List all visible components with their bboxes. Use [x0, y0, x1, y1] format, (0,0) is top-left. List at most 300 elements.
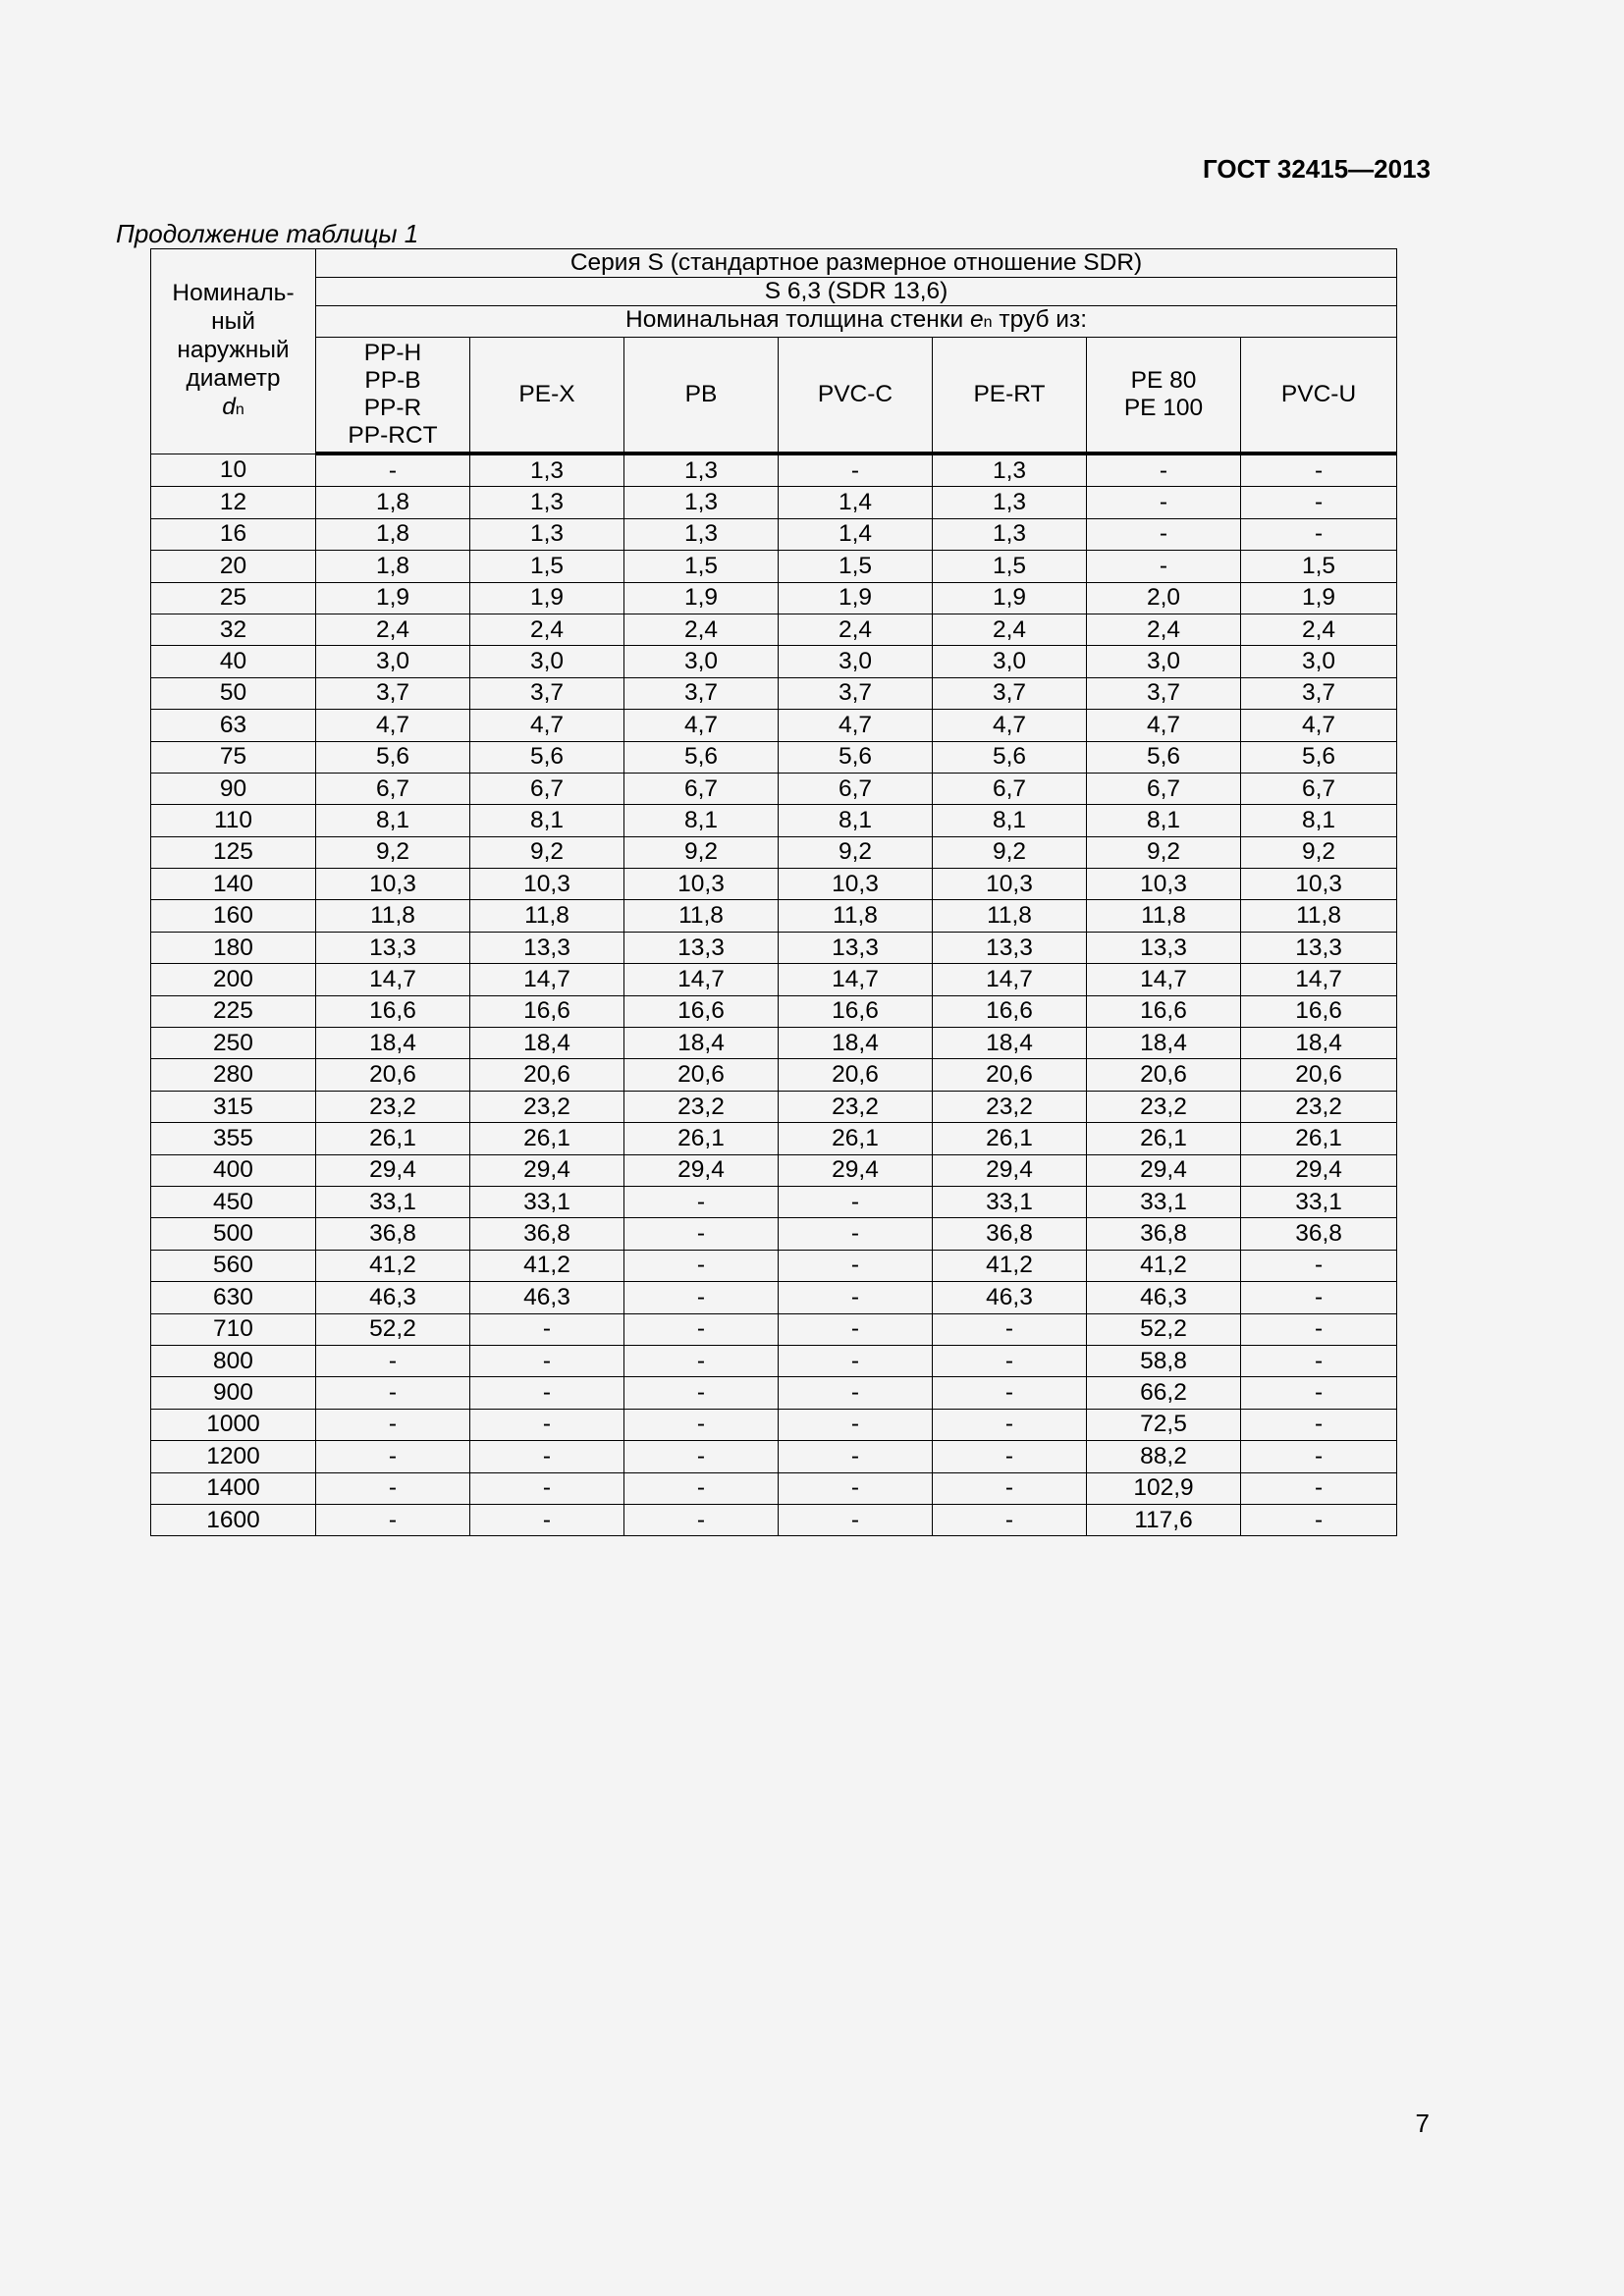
wall-thickness-cell: 3,0: [624, 646, 779, 677]
wall-thickness-cell: -: [1087, 518, 1241, 550]
wall-thickness-cell: 29,4: [470, 1154, 624, 1186]
wall-thickness-cell: 13,3: [470, 932, 624, 963]
wall-thickness-cell: 46,3: [1087, 1282, 1241, 1313]
dn-header-line: Номиналь-: [172, 279, 295, 306]
material-header: [779, 338, 933, 454]
nominal-diameter-cell: 160: [151, 900, 316, 932]
nominal-diameter-cell: 110: [151, 805, 316, 836]
table-row: [151, 836, 1397, 868]
nominal-diameter-cell: 710: [151, 1313, 316, 1345]
wall-thickness-cell: 2,4: [779, 614, 933, 645]
wall-thickness-cell: 1,3: [624, 487, 779, 518]
wall-thickness-cell: 14,7: [470, 964, 624, 995]
wall-thickness-cell: 18,4: [1241, 1028, 1397, 1059]
wall-thickness-cell: 3,0: [316, 646, 470, 677]
nominal-diameter-cell: 355: [151, 1123, 316, 1154]
wall-thickness-cell: 23,2: [1241, 1091, 1397, 1122]
wall-thickness-cell: 88,2: [1087, 1441, 1241, 1472]
wall-thickness-cell: 5,6: [779, 741, 933, 773]
table-row: [151, 1313, 1397, 1345]
wall-thickness-cell: 102,9: [1087, 1472, 1241, 1504]
dn-header-line: ный: [211, 307, 255, 335]
wall-thickness-cell: 29,4: [316, 1154, 470, 1186]
wall-thickness-cell: 4,7: [1241, 710, 1397, 741]
wall-thickness-cell: -: [624, 1472, 779, 1504]
table-row: [151, 1504, 1397, 1535]
wall-thickness-cell: 1,9: [933, 582, 1087, 614]
wall-thickness-cell: 29,4: [779, 1154, 933, 1186]
wall-thickness-cell: 26,1: [933, 1123, 1087, 1154]
wall-thickness-cell: 1,5: [779, 551, 933, 582]
table-row: [151, 710, 1397, 741]
wall-thickness-cell: 36,8: [316, 1218, 470, 1250]
wall-thickness-cell: 1,5: [1241, 551, 1397, 582]
nominal-diameter-cell: 180: [151, 932, 316, 963]
wall-thickness-cell: 3,7: [624, 677, 779, 709]
wall-thickness-cell: 16,6: [316, 995, 470, 1027]
wall-thickness-cell: -: [779, 1313, 933, 1345]
wall-thickness-cell: 4,7: [470, 710, 624, 741]
wall-thickness-cell: 10,3: [624, 869, 779, 900]
table-row: [151, 1282, 1397, 1313]
material-header: [1087, 338, 1241, 454]
wall-thickness-cell: 2,4: [470, 614, 624, 645]
wall-thickness-cell: 3,7: [933, 677, 1087, 709]
wall-thickness-cell: 13,3: [933, 932, 1087, 963]
nominal-diameter-cell: 32: [151, 614, 316, 645]
wall-thickness-cell: 2,4: [624, 614, 779, 645]
nominal-diameter-cell: 560: [151, 1250, 316, 1281]
wall-thickness-cell: 1,3: [933, 454, 1087, 487]
wall-thickness-cell: 23,2: [624, 1091, 779, 1122]
nominal-diameter-cell: 450: [151, 1186, 316, 1217]
nominal-diameter-cell: 140: [151, 869, 316, 900]
wall-thickness-cell: 36,8: [1087, 1218, 1241, 1250]
wall-thickness-cell: -: [470, 1313, 624, 1345]
wall-thickness-cell: -: [779, 1377, 933, 1409]
table-row: [151, 1377, 1397, 1409]
nominal-diameter-cell: 400: [151, 1154, 316, 1186]
wall-thickness-cell: 26,1: [624, 1123, 779, 1154]
wall-thickness-cell: -: [316, 454, 470, 487]
wall-thickness-cell: 20,6: [1087, 1059, 1241, 1091]
table-row: [151, 1123, 1397, 1154]
wall-thickness-cell: -: [933, 1441, 1087, 1472]
wall-thickness-cell: 1,3: [470, 487, 624, 518]
nominal-diameter-cell: 75: [151, 741, 316, 773]
wall-thickness-cell: 23,2: [1087, 1091, 1241, 1122]
wall-thickness-cell: -: [779, 1409, 933, 1440]
wall-thickness-cell: -: [624, 1504, 779, 1535]
table-row: [151, 805, 1397, 836]
dn-header-line: диаметр: [186, 364, 281, 392]
wall-thickness-cell: -: [624, 1250, 779, 1281]
wall-thickness-cell: 41,2: [1087, 1250, 1241, 1281]
wall-thickness-cell: -: [1241, 1472, 1397, 1504]
nominal-diameter-cell: 800: [151, 1345, 316, 1376]
wall-thickness-cell: 41,2: [933, 1250, 1087, 1281]
wall-thickness-cell: 18,4: [470, 1028, 624, 1059]
dn-symbol: dn: [222, 393, 244, 420]
material-name: PE-RT: [973, 381, 1046, 407]
wall-thickness-cell: 5,6: [624, 741, 779, 773]
wall-thickness-cell: 8,1: [933, 805, 1087, 836]
wall-thickness-cell: 33,1: [316, 1186, 470, 1217]
wall-thickness-cell: 8,1: [1087, 805, 1241, 836]
wall-thickness-cell: 26,1: [1241, 1123, 1397, 1154]
nominal-diameter-cell: 900: [151, 1377, 316, 1409]
wall-thickness-cell: 1,5: [624, 551, 779, 582]
material-header: [933, 338, 1087, 454]
wall-thickness-cell: 10,3: [1241, 869, 1397, 900]
wall-thickness-cell: -: [1241, 1441, 1397, 1472]
wall-thickness-cell: -: [1241, 1313, 1397, 1345]
nominal-diameter-cell: 25: [151, 582, 316, 614]
series-header: Серия S (стандартное размерное отношение SDR): [316, 249, 1397, 278]
nominal-diameter-cell: 630: [151, 1282, 316, 1313]
wall-thickness-cell: 46,3: [470, 1282, 624, 1313]
wall-thickness-cell: -: [933, 1313, 1087, 1345]
wall-thickness-cell: 10,3: [470, 869, 624, 900]
table-row: [151, 487, 1397, 518]
table-row: [151, 551, 1397, 582]
wall-thickness-cell: 3,0: [1087, 646, 1241, 677]
wall-thickness-cell: 41,2: [316, 1250, 470, 1281]
wall-thickness-cell: 10,3: [779, 869, 933, 900]
wall-thickness-cell: 72,5: [1087, 1409, 1241, 1440]
wall-thickness-cell: -: [933, 1504, 1087, 1535]
wall-thickness-cell: 10,3: [316, 869, 470, 900]
material-name: PE 80: [1130, 367, 1197, 394]
table-row: [151, 454, 1397, 487]
wall-thickness-cell: -: [1241, 1250, 1397, 1281]
wall-thickness-cell: 5,6: [933, 741, 1087, 773]
table-row: [151, 1059, 1397, 1091]
wall-thickness-cell: -: [1241, 1504, 1397, 1535]
wall-thickness-cell: 9,2: [779, 836, 933, 868]
wall-thickness-cell: 14,7: [779, 964, 933, 995]
nominal-diameter-cell: 1000: [151, 1409, 316, 1440]
wall-thickness-cell: 8,1: [624, 805, 779, 836]
wall-thickness-cell: 5,6: [1087, 741, 1241, 773]
wall-thickness-cell: 2,4: [316, 614, 470, 645]
wall-thickness-cell: 36,8: [933, 1218, 1087, 1250]
wall-thickness-cell: 14,7: [1241, 964, 1397, 995]
wall-thickness-cell: -: [779, 1441, 933, 1472]
wall-thickness-cell: -: [470, 1377, 624, 1409]
nominal-diameter-header: [151, 249, 316, 454]
material-name: PE 100: [1123, 395, 1204, 421]
wall-thickness-cell: 3,7: [316, 677, 470, 709]
table-row: [151, 1345, 1397, 1376]
wall-thickness-cell: -: [470, 1472, 624, 1504]
nominal-diameter-cell: 90: [151, 773, 316, 804]
wall-thickness-cell: -: [316, 1472, 470, 1504]
material-name: PP-B: [364, 367, 421, 394]
wall-thickness-cell: -: [1087, 487, 1241, 518]
wall-thickness-cell: 1,9: [1241, 582, 1397, 614]
wall-thickness-cell: 6,7: [1087, 773, 1241, 804]
table-row: [151, 995, 1397, 1027]
wall-thickness-cell: 11,8: [779, 900, 933, 932]
wall-thickness-cell: 41,2: [470, 1250, 624, 1281]
wall-thickness-cell: 4,7: [1087, 710, 1241, 741]
wall-thickness-cell: 36,8: [470, 1218, 624, 1250]
nominal-diameter-cell: 315: [151, 1091, 316, 1122]
wall-thickness-cell: 3,0: [933, 646, 1087, 677]
wall-thickness-cell: 14,7: [933, 964, 1087, 995]
wall-thickness-cell: 8,1: [1241, 805, 1397, 836]
wall-thickness-cell: -: [1241, 487, 1397, 518]
wall-thickness-cell: 1,8: [316, 551, 470, 582]
wall-thickness-cell: 11,8: [1087, 900, 1241, 932]
wall-thickness-cell: 11,8: [470, 900, 624, 932]
wall-thickness-cell: 9,2: [470, 836, 624, 868]
wall-thickness-cell: 20,6: [624, 1059, 779, 1091]
wall-thickness-cell: 14,7: [624, 964, 779, 995]
wall-thickness-cell: 2,4: [1087, 614, 1241, 645]
nominal-diameter-cell: 125: [151, 836, 316, 868]
wall-thickness-cell: 11,8: [933, 900, 1087, 932]
table-row: [151, 741, 1397, 773]
wall-thickness-cell: -: [779, 1250, 933, 1281]
wall-thickness-cell: -: [933, 1472, 1087, 1504]
wall-thickness-cell: 3,0: [470, 646, 624, 677]
wall-thickness-cell: 14,7: [316, 964, 470, 995]
thickness-header: Номинальная толщина стенки en труб из:: [316, 306, 1397, 338]
wall-thickness-cell: -: [624, 1282, 779, 1313]
wall-thickness-cell: 2,0: [1087, 582, 1241, 614]
wall-thickness-cell: 23,2: [470, 1091, 624, 1122]
wall-thickness-cell: -: [316, 1345, 470, 1376]
wall-thickness-cell: 13,3: [624, 932, 779, 963]
wall-thickness-cell: 6,7: [470, 773, 624, 804]
wall-thickness-cell: 1,4: [779, 518, 933, 550]
wall-thickness-cell: -: [624, 1186, 779, 1217]
wall-thickness-cell: 26,1: [316, 1123, 470, 1154]
nominal-diameter-cell: 10: [151, 454, 316, 487]
wall-thickness-cell: 20,6: [1241, 1059, 1397, 1091]
wall-thickness-cell: 1,8: [316, 518, 470, 550]
wall-thickness-cell: 29,4: [1241, 1154, 1397, 1186]
wall-thickness-cell: -: [624, 1345, 779, 1376]
wall-thickness-cell: 11,8: [624, 900, 779, 932]
table-row: [151, 900, 1397, 932]
wall-thickness-cell: 20,6: [470, 1059, 624, 1091]
wall-thickness-cell: 18,4: [316, 1028, 470, 1059]
wall-thickness-cell: -: [1241, 518, 1397, 550]
table-row: [151, 773, 1397, 804]
wall-thickness-cell: 1,9: [624, 582, 779, 614]
table-row: [151, 582, 1397, 614]
wall-thickness-cell: 13,3: [1087, 932, 1241, 963]
table-row: [151, 1091, 1397, 1122]
wall-thickness-cell: 18,4: [1087, 1028, 1241, 1059]
wall-thickness-cell: 9,2: [1241, 836, 1397, 868]
wall-thickness-cell: 20,6: [779, 1059, 933, 1091]
wall-thickness-cell: 2,4: [933, 614, 1087, 645]
wall-thickness-cell: -: [779, 1218, 933, 1250]
wall-thickness-cell: 16,6: [1241, 995, 1397, 1027]
wall-thickness-cell: -: [779, 454, 933, 487]
wall-thickness-cell: 29,4: [624, 1154, 779, 1186]
wall-thickness-cell: 16,6: [470, 995, 624, 1027]
wall-thickness-cell: -: [1241, 1409, 1397, 1440]
wall-thickness-cell: 6,7: [316, 773, 470, 804]
table-row: [151, 1250, 1397, 1281]
wall-thickness-cell: 3,7: [470, 677, 624, 709]
wall-thickness-cell: -: [316, 1504, 470, 1535]
nominal-diameter-cell: 16: [151, 518, 316, 550]
table-row: [151, 1028, 1397, 1059]
wall-thickness-cell: -: [1241, 1282, 1397, 1313]
wall-thickness-cell: 5,6: [316, 741, 470, 773]
wall-thickness-cell: 14,7: [1087, 964, 1241, 995]
wall-thickness-cell: 18,4: [624, 1028, 779, 1059]
dn-header-line: наружный: [177, 336, 290, 363]
wall-thickness-cell: 9,2: [624, 836, 779, 868]
wall-thickness-cell: 4,7: [933, 710, 1087, 741]
table-row: [151, 646, 1397, 677]
wall-thickness-cell: -: [624, 1377, 779, 1409]
table-row: [151, 1154, 1397, 1186]
nominal-diameter-cell: 280: [151, 1059, 316, 1091]
wall-thickness-cell: 18,4: [933, 1028, 1087, 1059]
wall-thickness-cell: 6,7: [779, 773, 933, 804]
table-row: [151, 1409, 1397, 1440]
table-row: [151, 677, 1397, 709]
material-name: PP-RCT: [348, 422, 438, 449]
wall-thickness-cell: 3,7: [779, 677, 933, 709]
nominal-diameter-cell: 1200: [151, 1441, 316, 1472]
wall-thickness-cell: 1,3: [624, 454, 779, 487]
wall-thickness-cell: 16,6: [779, 995, 933, 1027]
wall-thickness-cell: 10,3: [933, 869, 1087, 900]
wall-thickness-cell: 3,7: [1087, 677, 1241, 709]
wall-thickness-cell: 20,6: [316, 1059, 470, 1091]
wall-thickness-cell: 1,9: [470, 582, 624, 614]
wall-thickness-cell: 23,2: [316, 1091, 470, 1122]
wall-thickness-cell: -: [1087, 454, 1241, 487]
wall-thickness-cell: 46,3: [316, 1282, 470, 1313]
wall-thickness-cell: 1,3: [470, 518, 624, 550]
nominal-diameter-cell: 40: [151, 646, 316, 677]
standard-code: ГОСТ 32415—2013: [1203, 154, 1431, 184]
wall-thickness-cell: 58,8: [1087, 1345, 1241, 1376]
wall-thickness-cell: 9,2: [1087, 836, 1241, 868]
wall-thickness-cell: 8,1: [470, 805, 624, 836]
wall-thickness-cell: 33,1: [933, 1186, 1087, 1217]
wall-thickness-cell: 16,6: [933, 995, 1087, 1027]
wall-thickness-cell: -: [624, 1313, 779, 1345]
wall-thickness-cell: 33,1: [470, 1186, 624, 1217]
material-name: PP-H: [363, 340, 422, 366]
wall-thickness-cell: 3,0: [779, 646, 933, 677]
wall-thickness-cell: 18,4: [779, 1028, 933, 1059]
wall-thickness-cell: -: [316, 1409, 470, 1440]
wall-thickness-cell: 6,7: [1241, 773, 1397, 804]
material-name: PP-R: [363, 395, 422, 421]
material-name: PE-X: [518, 381, 575, 407]
nominal-diameter-cell: 250: [151, 1028, 316, 1059]
wall-thickness-cell: -: [933, 1409, 1087, 1440]
wall-thickness-cell: -: [933, 1345, 1087, 1376]
wall-thickness-cell: 29,4: [1087, 1154, 1241, 1186]
nominal-diameter-cell: 50: [151, 677, 316, 709]
wall-thickness-cell: 16,6: [624, 995, 779, 1027]
wall-thickness-cell: 13,3: [316, 932, 470, 963]
wall-thickness-cell: 16,6: [1087, 995, 1241, 1027]
material-header: [316, 338, 470, 454]
wall-thickness-cell: 11,8: [316, 900, 470, 932]
material-name: PB: [684, 381, 718, 407]
wall-thickness-cell: -: [624, 1218, 779, 1250]
wall-thickness-cell: -: [779, 1186, 933, 1217]
wall-thickness-cell: 1,8: [316, 487, 470, 518]
table-row: [151, 932, 1397, 963]
nominal-diameter-cell: 63: [151, 710, 316, 741]
wall-thickness-cell: 26,1: [1087, 1123, 1241, 1154]
wall-thickness-cell: 8,1: [779, 805, 933, 836]
wall-thickness-cell: 13,3: [779, 932, 933, 963]
table-row: [151, 964, 1397, 995]
wall-thickness-cell: 26,1: [470, 1123, 624, 1154]
wall-thickness-cell: 13,3: [1241, 932, 1397, 963]
wall-thickness-cell: 6,7: [624, 773, 779, 804]
wall-thickness-cell: 1,3: [624, 518, 779, 550]
table-row: [151, 1472, 1397, 1504]
wall-thickness-cell: 33,1: [1241, 1186, 1397, 1217]
wall-thickness-cell: 33,1: [1087, 1186, 1241, 1217]
wall-thickness-cell: -: [1241, 454, 1397, 487]
wall-thickness-cell: 11,8: [1241, 900, 1397, 932]
wall-thickness-cell: 1,9: [779, 582, 933, 614]
wall-thickness-cell: 1,5: [470, 551, 624, 582]
wall-thickness-cell: 4,7: [624, 710, 779, 741]
wall-thickness-cell: 23,2: [933, 1091, 1087, 1122]
table-caption: Продолжение таблицы 1: [116, 219, 419, 248]
wall-thickness-cell: -: [1087, 551, 1241, 582]
table-row: [151, 1441, 1397, 1472]
nominal-diameter-cell: 1400: [151, 1472, 316, 1504]
wall-thickness-cell: -: [624, 1409, 779, 1440]
wall-thickness-cell: 1,9: [316, 582, 470, 614]
wall-thickness-cell: 3,0: [1241, 646, 1397, 677]
nominal-diameter-cell: 225: [151, 995, 316, 1027]
wall-thickness-cell: 5,6: [470, 741, 624, 773]
wall-thickness-cell: 66,2: [1087, 1377, 1241, 1409]
wall-thickness-cell: 1,3: [933, 518, 1087, 550]
wall-thickness-cell: -: [779, 1282, 933, 1313]
wall-thickness-cell: -: [779, 1345, 933, 1376]
wall-thickness-cell: -: [1241, 1377, 1397, 1409]
wall-thickness-cell: 5,6: [1241, 741, 1397, 773]
nominal-diameter-cell: 200: [151, 964, 316, 995]
table-row: [151, 1218, 1397, 1250]
wall-thickness-cell: 8,1: [316, 805, 470, 836]
material-header: [470, 338, 624, 454]
wall-thickness-cell: 36,8: [1241, 1218, 1397, 1250]
wall-thickness-cell: 9,2: [933, 836, 1087, 868]
table-row: [151, 518, 1397, 550]
wall-thickness-cell: -: [316, 1441, 470, 1472]
table-row: [151, 614, 1397, 645]
wall-thickness-cell: -: [316, 1377, 470, 1409]
wall-thickness-cell: 2,4: [1241, 614, 1397, 645]
wall-thickness-cell: 4,7: [316, 710, 470, 741]
wall-thickness-cell: 1,3: [470, 454, 624, 487]
wall-thickness-cell: 20,6: [933, 1059, 1087, 1091]
